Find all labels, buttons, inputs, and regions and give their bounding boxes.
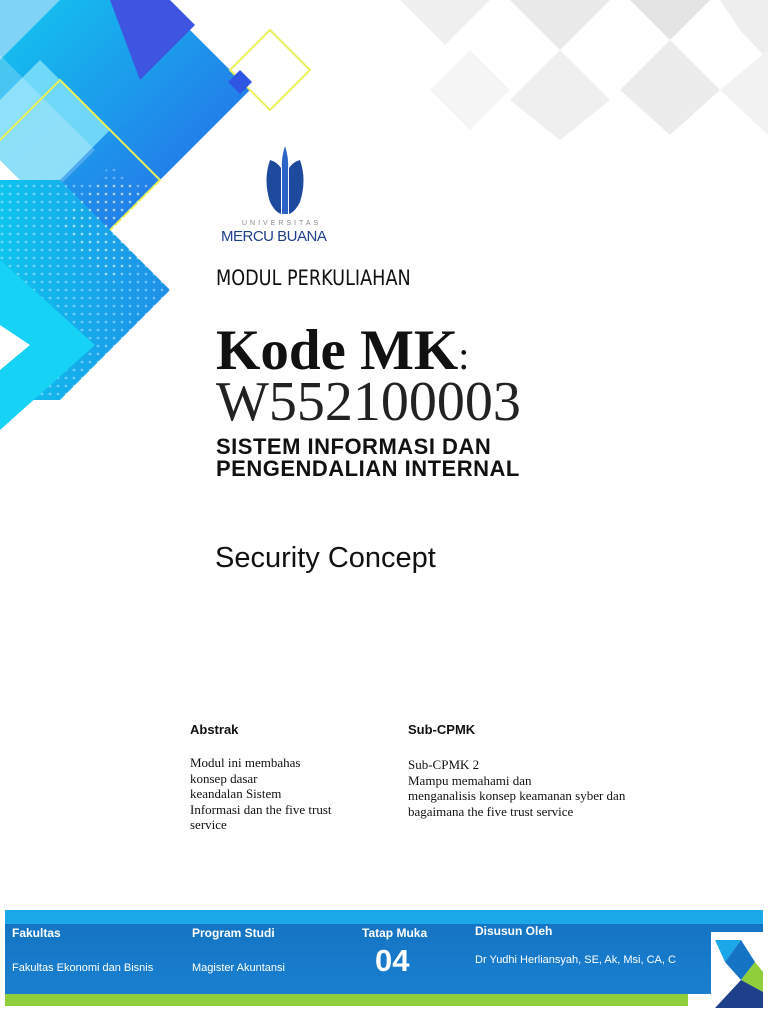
logo-emblem-icon bbox=[215, 140, 355, 220]
course-name-line1: SISTEM INFORMASI DAN bbox=[216, 434, 492, 459]
logo-name: MERCU BUANA bbox=[221, 228, 327, 245]
footer-green-stripe bbox=[5, 994, 688, 1006]
footer-tatap-label: Tatap Muka bbox=[362, 926, 428, 940]
abstract-text bbox=[190, 755, 380, 833]
decorative-shapes-right bbox=[380, 0, 768, 140]
abstract-line: konsep dasar bbox=[190, 770, 258, 786]
kode-number: W552100003 bbox=[216, 371, 521, 433]
course-name bbox=[216, 436, 520, 480]
footer-prodi-label: Program Studi bbox=[192, 926, 275, 940]
footer-fakultas-label: Fakultas bbox=[12, 926, 61, 940]
modul-label: MODUL PERKULIAHAN bbox=[216, 266, 411, 290]
footer-tatap-value: 04 bbox=[375, 943, 410, 978]
subcpmk-line: menganalisis konsep keamanan syber dan bbox=[408, 788, 626, 803]
footer-top-stripe bbox=[5, 910, 763, 924]
subcpmk-line: bagaimana the five trust service bbox=[408, 803, 574, 819]
kode-colon: : bbox=[458, 333, 470, 378]
abstract-line: Modul ini membahas bbox=[190, 755, 301, 770]
subcpmk-heading: Sub-CPMK bbox=[408, 722, 476, 737]
subcpmk-line: Mampu memahami dan bbox=[408, 772, 532, 788]
subcpmk-line: Sub-CPMK 2 bbox=[408, 757, 480, 772]
footer-disusun-label: Disusun Oleh bbox=[475, 924, 553, 938]
logo-subtitle: UNIVERSITAS bbox=[242, 220, 322, 227]
university-logo bbox=[215, 140, 355, 250]
course-name-line2: PENGENDALIAN INTERNAL bbox=[216, 456, 520, 481]
footer-bar bbox=[5, 910, 763, 1008]
footer-disusun-value: Dr Yudhi Herliansyah, SE, Ak, Msi, CA, C bbox=[475, 954, 676, 966]
footer-fakultas-value: Fakultas Ekonomi dan Bisnis bbox=[12, 962, 154, 974]
abstract-line: keandalan Sistem bbox=[190, 786, 282, 801]
abstract-heading: Abstrak bbox=[190, 722, 239, 737]
subcpmk-text bbox=[408, 757, 708, 819]
topic-title: Security Concept bbox=[215, 542, 436, 574]
abstract-line: Informasi dan the five trust bbox=[190, 801, 332, 817]
abstract-line: service bbox=[190, 817, 227, 832]
kode-label: Kode MK bbox=[216, 319, 459, 382]
footer-logo-icon bbox=[711, 932, 763, 1008]
footer-prodi-value: Magister Akuntansi bbox=[192, 962, 285, 974]
